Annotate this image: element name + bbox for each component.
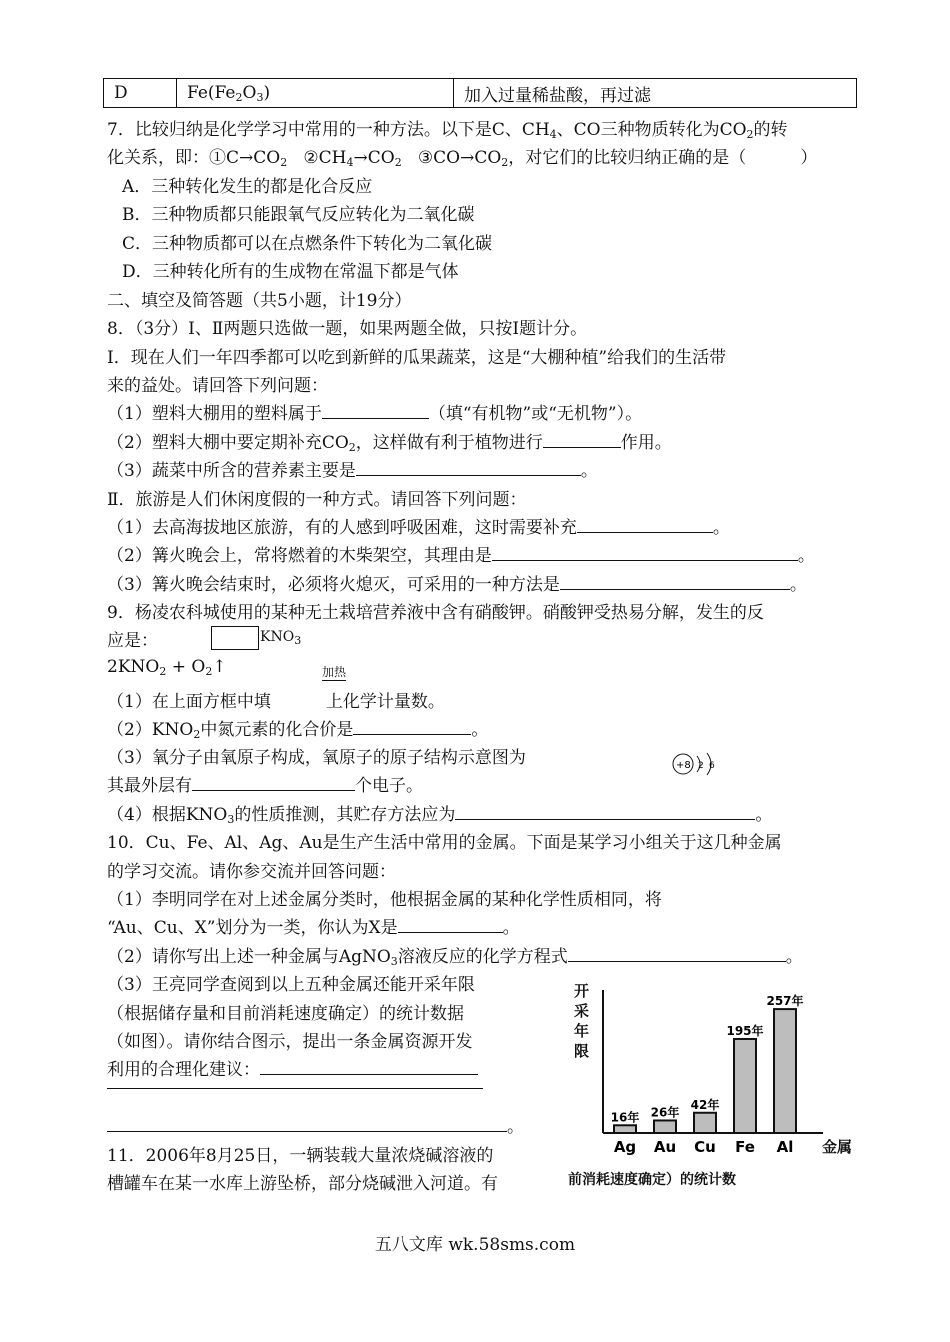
q10-part3-line3: （如图）。请你结合图示，提出一条金属资源开发 [107,1032,473,1052]
shell1-electrons: 2 [698,761,704,771]
oxygen-atom-diagram [667,743,723,783]
q10-part3-line1: （3）王亮同学查阅到以上五种金属还能开采年限 [107,975,475,995]
reaction-condition: 加热 [322,665,347,679]
y-axis-label-char: 采 [574,1002,590,1020]
q10-part1-line1: （1）李明同学在对上述金属分类时，他根据金属的某种化学性质相同，将 [107,890,662,910]
q9-part3-line2: 其最外层有 个电子。 [107,771,423,796]
y-axis-label-char: 年 [574,1022,590,1040]
q9-line2: 应是： [107,631,158,651]
q11-line1: 11．2006年8月25日，一辆装载大量浓烧碱溶液的 [107,1146,494,1166]
q8-i-line1: Ⅰ．现在人们一年四季都可以吃到新鲜的瓜果蔬菜，这是“大棚种植”给我们的生活带 [107,348,727,368]
tick-label: Ag [613,1138,637,1156]
chart-caption: 前消耗速度确定）的统计数 [568,1172,736,1188]
q7-line2: 化关系，即：$①C\to CO_2$ $②CH_4\to CO_2$ $③CO\to CO_2$，对它们的比较归纳正确的是（ ） [107,148,818,169]
x-axis-label: 金属 [822,1138,853,1156]
q8-ii-part1: （1）去高海拔地区旅游，有的人感到呼吸困难，这时需要补充 。 [107,513,730,538]
data-label: 16年 [610,1110,640,1125]
y-axis-label-char: 开 [574,982,590,1000]
answer-blank[interactable] [492,542,798,561]
answer-table [103,78,857,108]
footer-watermark: 五八文库 wk.58sms.com [374,1235,576,1255]
q7-option-b: B．三种物质都只能跟氧气反应转化为二氧化碳 [122,205,475,225]
answer-blank[interactable] [192,772,355,791]
bar-ag [614,1125,636,1133]
q7-option-a: A．三种转化发生的都是化合反应 [122,177,373,197]
tick-label: Fe [735,1138,755,1156]
q9-part1: （1）在上面方框中填 上化学计量数。 [107,692,445,712]
q8-i-part3: （3）蔬菜中所含的营养素主要是 。 [107,456,598,481]
q7-option-c: C．三种物质都可以在点燃条件下转化为二氧化碳 [122,234,493,254]
q8-i-part2: （2）塑料大棚中要定期补充$CO_2$，这样做有利于植物进行 作用。 [107,428,672,453]
bar-fe [734,1039,756,1133]
y-axis-label-char: 限 [574,1042,590,1060]
q7-option-d: D．三种转化所有的生成物在常温下都是气体 [122,262,459,282]
kno3-formula: $KNO_3$ [260,629,302,647]
answer-blank[interactable] [356,457,581,476]
q10-part3-answer-line3: 。 [107,1112,524,1137]
answer-blank[interactable] [322,400,429,419]
q10-part3-line4: 利用的合理化建议： [107,1055,478,1080]
q10-line2: 的学习交流。请你参交流并回答问题： [107,862,396,882]
mining-years-chart [568,976,862,1194]
data-label: 257年 [766,994,804,1009]
q11-line2: 槽罐车在某一水库上游坠桥，部分烧碱泄入河道。有 [107,1174,498,1194]
answer-blank[interactable] [543,429,621,448]
y-axis-label [574,982,589,1060]
q8-ii-intro: Ⅱ．旅游是人们休闲度假的一种方式。请回答下列问题： [107,490,527,510]
q7-line1: 7．比较归纳是化学学习中常用的一种方法。以下是C、$CH_4$、CO三种物质转化为$CO_2$的转 [107,120,788,141]
q10-part1-line2: “Au、Cu、X”划分为一类，你认为X是 。 [107,913,520,938]
data-label: 26年 [650,1105,680,1120]
answer-blank[interactable] [353,716,471,735]
answer-line[interactable] [107,1088,483,1089]
table-row [104,79,857,108]
shell2-electrons: 6 [709,761,715,771]
table-cell-substance: $Fe(Fe_2O_3)$ [177,79,454,108]
q9-part2: $(2)KNO_2$中氮元素的化合价是 。 [107,715,488,740]
table-cell-method: 加入过量稀盐酸，再过滤 [454,79,857,108]
tick-label: Au [653,1138,677,1156]
answer-blank[interactable] [107,1113,507,1132]
coefficient-box[interactable] [211,626,259,650]
bar-al [774,1009,796,1133]
q9-part3-line1: （3）氧分子由氧原子构成，氧原子的原子结构示意图为 [107,748,526,768]
nucleus-charge: +8 [676,760,691,771]
q8-i-part1: （1）塑料大棚用的塑料属于 （填“有机物”或“无机物”）。 [107,399,642,424]
bar-cu [694,1113,716,1133]
q9-line1: 9．杨凌农科城使用的某种无土栽培营养液中含有硝酸钾。硝酸钾受热易分解，发生的反 [107,603,764,623]
answer-blank[interactable] [568,943,786,962]
answer-blank[interactable] [260,1056,478,1075]
q10-part2: （2）请你写出上述一种金属与AgNO$_3$溶液反应的化学方程式 。 [107,942,803,967]
tick-label: Cu [694,1138,716,1156]
q8-i-line2: 来的益处。请回答下列问题： [107,376,328,396]
q10-part3-line2: （根据储存量和目前消耗速度确定）的统计数据 [107,1004,464,1024]
q8-ii-part2: （2）篝火晚会上，常将燃着的木柴架空，其理由是 。 [107,541,815,566]
q8-intro: 8．（3分）Ⅰ、Ⅱ两题只选做一题，如果两题全做，只按Ⅰ题计分。 [107,319,588,339]
answer-blank[interactable] [398,914,503,933]
data-label: 195年 [726,1023,764,1038]
answer-blank[interactable] [560,571,790,590]
q9-equation-products: $2KNO_2$ + $O_2↑$ [107,657,227,678]
tick-label: Al [776,1138,794,1156]
answer-blank[interactable] [455,801,755,820]
section-heading: 二、填空及简答题（共5小题，计19分） [107,291,412,311]
table-cell-option: D [104,79,177,108]
q10-line1: 10．Cu、Fe、Al、Ag、Au是生产生活中常用的金属。下面是某学习小组关于这几种金属 [107,833,782,853]
q9-part4: （4）根据$KNO_3$的性质推测，其贮存方法应为 。 [107,800,772,825]
answer-blank[interactable] [577,514,713,533]
bar-au [654,1120,676,1133]
q8-ii-part3: （3）篝火晚会结束时，必须将火熄灭，可采用的一种方法是 。 [107,570,807,595]
data-label: 42年 [690,1097,720,1112]
